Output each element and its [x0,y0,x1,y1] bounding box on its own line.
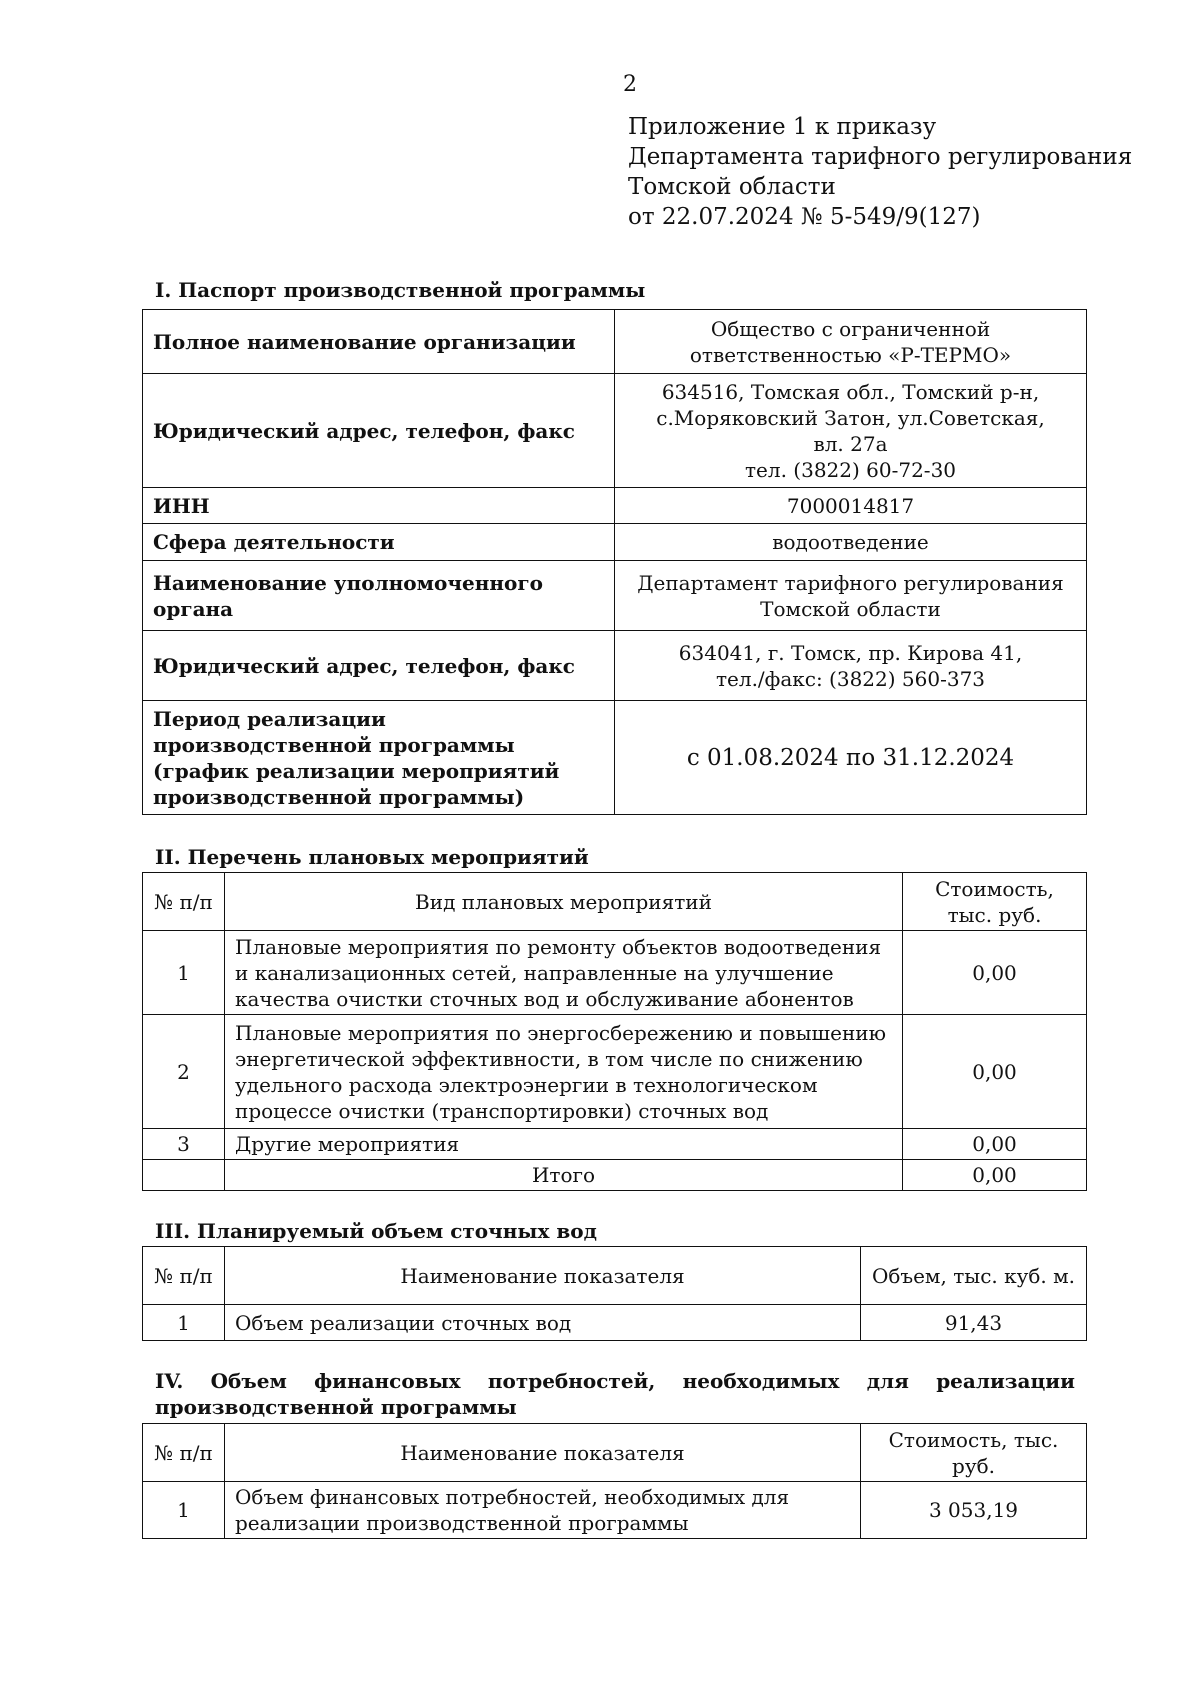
column-header: № п/п [143,873,225,931]
row-number: 1 [143,931,225,1015]
passport-label: Период реализации производственной программы (график реализации мероприятий производственной программы) [143,701,615,815]
passport-label: Полное наименование организации [143,310,615,374]
passport-label: Юридический адрес, телефон, факс [143,374,615,488]
table-row [143,488,1087,524]
table-row [143,310,1087,374]
indicator-name: Объем реализации сточных вод [225,1305,861,1341]
activity-name: Другие мероприятия [225,1129,903,1160]
passport-value: 634041, г. Томск, пр. Кирова 41, тел./факс: (3822) 560-373 [615,631,1087,701]
passport-label: Сфера деятельности [143,524,615,561]
table-row [143,631,1087,701]
passport-value: водоотведение [615,524,1087,561]
appendix-date-number: от 22.07.2024 № 5-549/9(127) [628,204,981,230]
appendix-block [628,112,1132,232]
column-header: № п/п [143,1247,225,1305]
indicator-cost: 3 053,19 [861,1482,1087,1539]
total-cost: 0,00 [903,1160,1087,1191]
activity-cost: 0,00 [903,1015,1087,1129]
appendix-line: Приложение 1 к приказу [628,114,937,140]
financial-needs-table [142,1423,1087,1539]
page-number: 2 [623,72,637,97]
table-row [143,1129,1087,1160]
section-4-title: IV. Объем финансовых потребностей, необходимых для реализации производственной программы [155,1369,1075,1419]
section-2-title: II. Перечень плановых мероприятий [155,845,589,869]
appendix-line: Томской области [628,174,836,200]
column-header: Стоимость, тыс. руб. [861,1424,1087,1482]
passport-value: с 01.08.2024 по 31.12.2024 [615,701,1087,815]
indicator-name: Объем финансовых потребностей, необходимых для реализации производственной программы [225,1482,861,1539]
row-number: 2 [143,1015,225,1129]
total-label: Итого [225,1160,903,1191]
passport-label: Юридический адрес, телефон, факс [143,631,615,701]
column-header: Вид плановых мероприятий [225,873,903,931]
table-row [143,1482,1087,1539]
activity-name: Плановые мероприятия по ремонту объектов водоотведения и канализационных сетей, направленные на улучшение качества очистки сточных вод и обслуживание абонентов [225,931,903,1015]
table-row [143,561,1087,631]
passport-label: ИНН [143,488,615,524]
column-header: № п/п [143,1424,225,1482]
empty-cell [143,1160,225,1191]
table-row [143,524,1087,561]
appendix-line: Департамента тарифного регулирования [628,144,1133,170]
row-number: 1 [143,1482,225,1539]
table-row [143,1305,1087,1341]
activity-cost: 0,00 [903,1129,1087,1160]
passport-value: Общество с ограниченной ответственностью «Р-ТЕРМО» [615,310,1087,374]
indicator-volume: 91,43 [861,1305,1087,1341]
passport-value: 7000014817 [615,488,1087,524]
wastewater-volume-table [142,1246,1087,1341]
passport-value: Департамент тарифного регулирования Томской области [615,561,1087,631]
table-total-row [143,1160,1087,1191]
passport-value: 634516, Томская обл., Томский р-н, с.Моряковский Затон, ул.Советская, вл. 27а тел. (3822) 60-72-30 [615,374,1087,488]
column-header: Стоимость, тыс. руб. [903,873,1087,931]
column-header: Объем, тыс. куб. м. [861,1247,1087,1305]
table-row [143,931,1087,1015]
section-3-title: III. Планируемый объем сточных вод [155,1219,597,1243]
row-number: 3 [143,1129,225,1160]
table-row [143,1015,1087,1129]
row-number: 1 [143,1305,225,1341]
planned-activities-table [142,872,1087,1191]
table-header-row [143,873,1087,931]
column-header: Наименование показателя [225,1247,861,1305]
passport-table [142,309,1087,815]
column-header: Наименование показателя [225,1424,861,1482]
table-header-row [143,1424,1087,1482]
table-header-row [143,1247,1087,1305]
section-1-title: I. Паспорт производственной программы [155,278,646,302]
table-row [143,701,1087,815]
activity-name: Плановые мероприятия по энергосбережению и повышению энергетической эффективности, в том числе по снижению удельного расхода электроэнергии в технологическом процессе очистки (транспортировки) сточных вод [225,1015,903,1129]
table-row [143,374,1087,488]
passport-label: Наименование уполномоченного органа [143,561,615,631]
activity-cost: 0,00 [903,931,1087,1015]
